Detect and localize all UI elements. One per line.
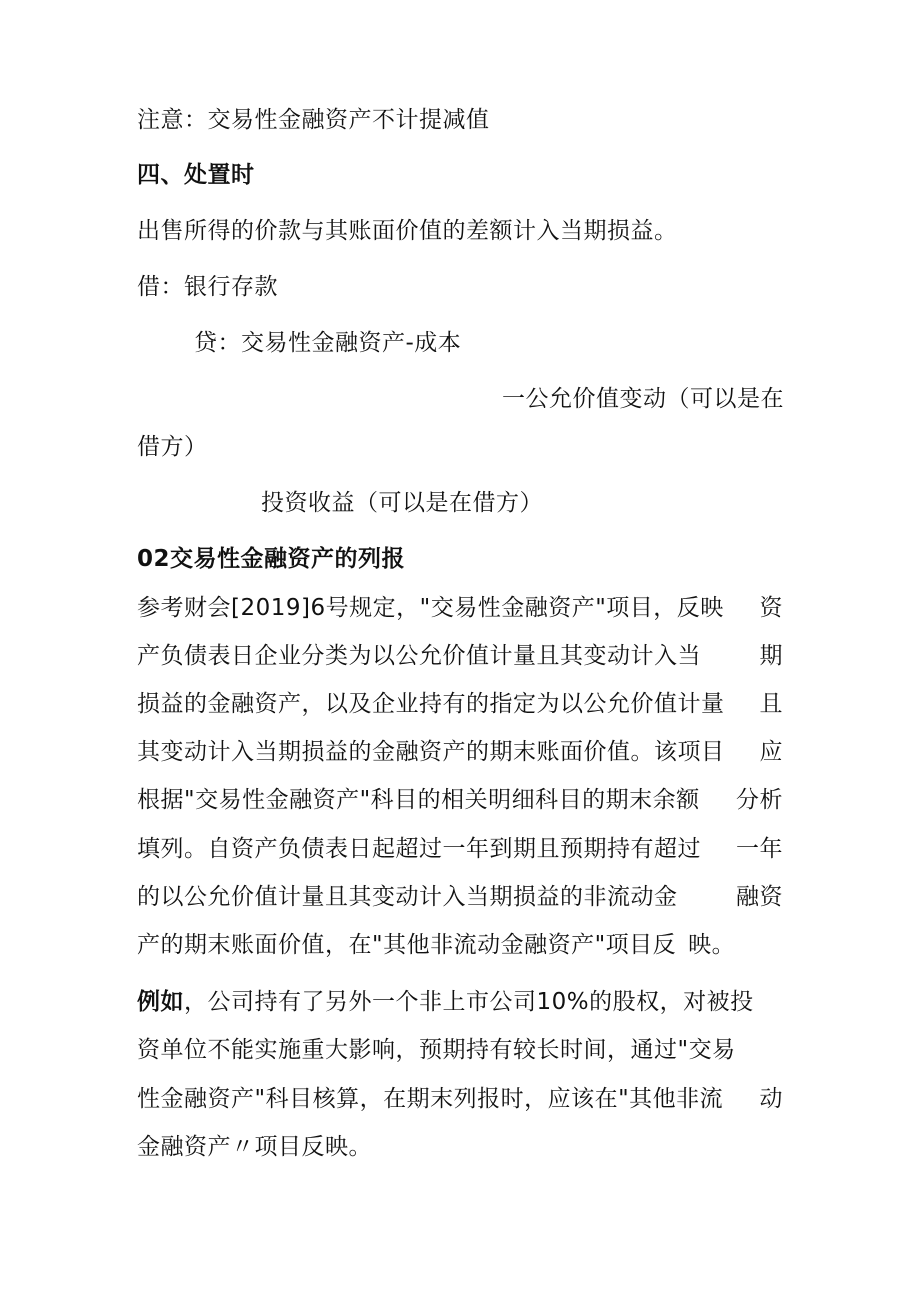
text-segment: 产的期末账面价值，在"其他非流动金融资产"项目反 [137,932,677,958]
example-label: 例如 [137,989,184,1015]
text-segment: 融资 [736,884,783,910]
text-segment: 填列。自资产负债表日起超过一年到期且预期持有超过 [137,836,701,862]
text-segment: 动 [759,1086,783,1112]
paragraph-line [137,593,783,623]
paragraph-line [137,785,783,815]
paragraph-line [137,737,783,767]
text-segment: 一年 [736,836,783,862]
journal-credit-subline: 一公允价值变动（可以是在 [502,386,784,412]
example-line: 资单位不能实施重大影响，预期持有较长时间，通过"交易 [137,1037,736,1063]
section-heading-presentation: 02交易性金融资产的列报 [137,546,406,572]
text-segment: 资 [759,595,783,621]
text-segment: 产负债表日企业分类为以公允价值计量且其变动计入当 [137,643,701,669]
paragraph-line: 出售所得的价款与其账面价值的差额计入当期损益。 [137,218,678,244]
text-segment: 分析 [736,787,783,813]
paragraph-line [137,882,783,912]
text-segment: 根据"交易性金融资产"科目的相关明细科目的期末余额 [137,787,700,813]
text-segment: ，公司持有了另外一个非上市公司10%的股权，对被投 [184,989,754,1015]
example-line: 金融资产〃项目反映。 [137,1134,372,1160]
example-line [137,1084,783,1114]
journal-credit-investment-income: 投资收益（可以是在借方） [261,490,543,516]
text-segment: 性金融资产"科目核算，在期末列报时，应该在"其他非流 [137,1086,724,1112]
text-segment: 映。 [688,932,736,958]
paragraph-line [137,689,783,719]
note-line: 注意：交易性金融资产不计提减值 [137,107,490,133]
journal-debit-line: 借：银行存款 [137,274,278,300]
text-segment: 应 [759,739,783,765]
journal-credit-subline-cont: 借方） [137,434,208,460]
text-segment: 其变动计入当期损益的金融资产的期末账面价值。该项目 [137,739,725,765]
journal-credit-line: 贷：交易性金融资产-成本 [194,330,462,356]
text-segment: 损益的金融资产，以及企业持有的指定为以公允价值计量 [137,691,725,717]
text-segment: 的以公允价值计量且其变动计入当期损益的非流动金 [137,884,678,910]
example-line [137,987,754,1017]
text-segment: 参考财会[2019]6号规定，"交易性金融资产"项目，反映 [137,595,724,621]
paragraph-line [137,930,735,960]
text-segment: 期 [759,643,783,669]
paragraph-line [137,834,783,864]
paragraph-line [137,641,783,671]
text-segment: 且 [759,691,783,717]
section-heading-disposal: 四、处置时 [137,162,255,188]
